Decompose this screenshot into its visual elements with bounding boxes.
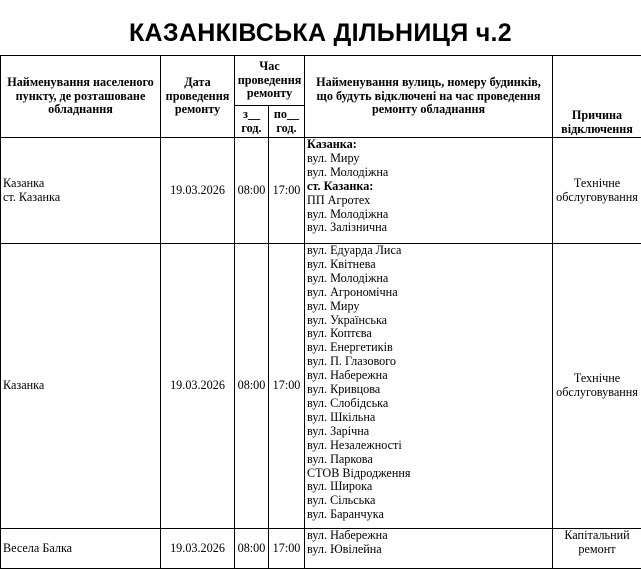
reason-cell: Капітальний ремонт <box>553 529 641 569</box>
street-item: вул. Сільська <box>307 493 376 508</box>
header-reason: Причина відключення <box>553 106 641 138</box>
street-item: вул. Коптєва <box>307 326 372 341</box>
street-item: вул. Слобідська <box>307 395 389 410</box>
street-item: вул. Набережна <box>307 368 388 383</box>
streets-cell <box>305 138 553 244</box>
street-item: вул. Миру <box>307 298 360 313</box>
header-time: Час проведення ремонту <box>235 56 305 106</box>
location-cell: Казанка ст. Казанка <box>1 138 161 244</box>
street-item: вул. Ювілейна <box>307 541 382 556</box>
location-cell: Казанка <box>1 244 161 529</box>
reason-cell: Технічне обслуговування <box>553 244 641 529</box>
time-to-cell: 17:00 <box>269 138 305 244</box>
time-from-cell: 08:00 <box>235 244 269 529</box>
location-cell: Весела Балка <box>1 529 161 569</box>
street-item: вул. Молодіжна <box>307 164 389 179</box>
table-row <box>1 244 641 529</box>
street-item: вул. Агрономічна <box>307 284 398 299</box>
street-item: ПП Агротех <box>307 192 371 207</box>
reason-cell: Технічне обслуговування <box>553 138 641 244</box>
street-item: вул. Квітнева <box>307 256 376 271</box>
table-row <box>1 529 641 569</box>
street-item: вул. Едуарда Лиса <box>307 243 402 257</box>
time-from-cell: 08:00 <box>235 529 269 569</box>
street-item: вул. Енергетиків <box>307 340 393 355</box>
street-item: вул. Залізнична <box>307 220 388 235</box>
outage-schedule-table <box>0 55 641 569</box>
header-blank-cell <box>553 56 641 106</box>
date-cell: 19.03.2026 <box>161 529 235 569</box>
street-item: СТОВ Відродження <box>307 465 411 480</box>
street-item: вул. Шкільна <box>307 409 376 424</box>
street-item: вул. Паркова <box>307 451 373 466</box>
header-to: по__ год. <box>269 106 305 138</box>
streets-cell <box>305 529 553 569</box>
time-to-cell: 17:00 <box>269 244 305 529</box>
time-from-cell: 08:00 <box>235 138 269 244</box>
street-item: вул. Зарічна <box>307 423 370 438</box>
street-item: вул. Незалежності <box>307 437 402 452</box>
street-item: ст. Казанка: <box>307 178 374 193</box>
street-item: вул. Молодіжна <box>307 206 389 221</box>
header-from: з__ год. <box>235 106 269 138</box>
street-item: вул. Українська <box>307 312 388 327</box>
street-item: Казанка: <box>307 137 357 151</box>
table-row <box>1 138 641 244</box>
streets-cell <box>305 244 553 529</box>
date-cell: 19.03.2026 <box>161 138 235 244</box>
street-item: вул. Миру <box>307 150 360 165</box>
street-item: вул. Молодіжна <box>307 270 389 285</box>
header-streets: Найменування вулиць, номеру будинків, що будуть відключені на час проведення ремонту обладнання <box>305 56 553 138</box>
header-location: Найменування населеного пункту, де розташоване обладнання <box>1 56 161 138</box>
street-item: вул. Набережна <box>307 528 388 542</box>
street-item: вул. Кривцова <box>307 382 381 397</box>
time-to-cell: 17:00 <box>269 529 305 569</box>
date-cell: 19.03.2026 <box>161 244 235 529</box>
street-item: вул. Широка <box>307 479 373 494</box>
page-title: КАЗАНКІВСЬКА ДІЛЬНИЦЯ ч.2 <box>128 19 512 47</box>
street-item: вул. П. Глазового <box>307 354 396 369</box>
street-item: вул. Баранчука <box>307 507 384 522</box>
header-date: Дата проведення ремонту <box>161 56 235 138</box>
